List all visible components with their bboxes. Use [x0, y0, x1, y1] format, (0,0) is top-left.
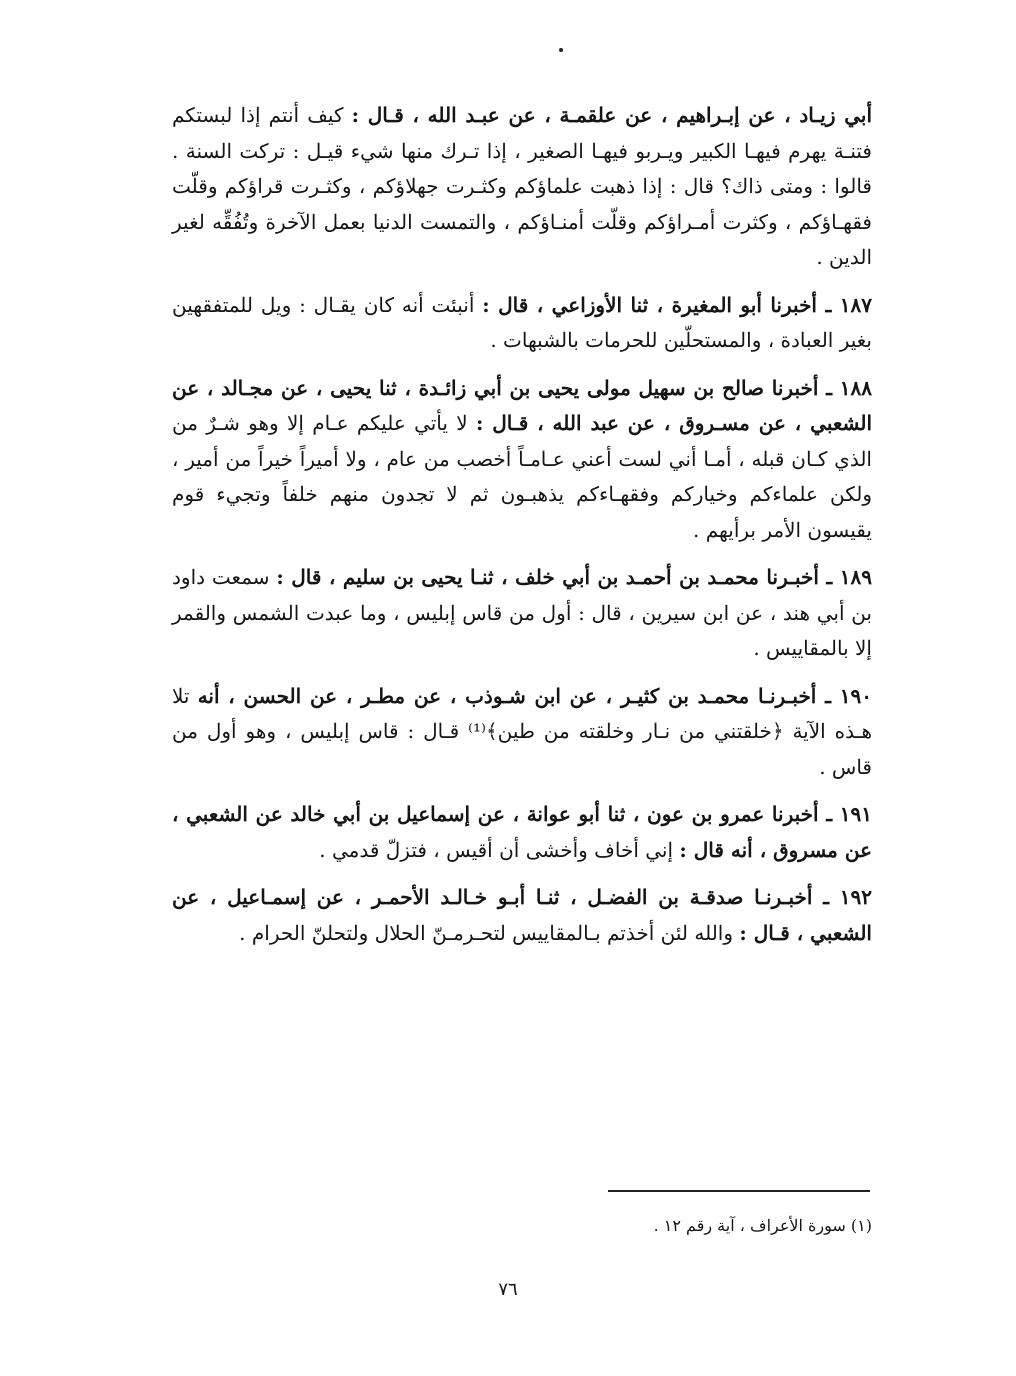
- paragraph-lead: ١٨٨ ـ أخبرنا صالح بن سهيل مولى يحيى بن أبي زائـدة ، ثنا يحيى ، عن مجـالد ، عن الشعبي ، عن مسـروق ، عن عبد الله ، قـال :: [172, 375, 873, 435]
- paragraph-lead: ١٨٧ ـ أخبرنا أبو المغيرة ، ثنا الأوزاعي ، قال :: [482, 292, 872, 317]
- page-number: ٧٦: [498, 1279, 518, 1300]
- paragraph-lead: ١٩٢ ـ أخبـرنـا صدقـة بن الفضـل ، ثنـا أبـو خـالـد الأحمـر ، عن إسمـاعيل ، عن الشعبي ، قـال :: [172, 885, 872, 945]
- hadith-190: [172, 679, 872, 786]
- paragraph-lead: أبي زيـاد ، عن إبـراهيم ، عن علقمـة ، عن عبـد الله ، قـال :: [351, 103, 872, 127]
- paragraph-text: سمعت داود بن أبي هند ، عن ابن سيرين ، قال : أول من قاس إبليس ، وما عبدت الشمس والقمر إلا بالمقاييس .: [172, 565, 872, 660]
- paragraph-lead: ١٩١ ـ أخبرنا عمرو بن عون ، ثنا أبو عوانة ، عن إسماعيل بن أبي خالد عن الشعبي ، عن مسروق ، أنه قال :: [172, 802, 872, 862]
- paragraph-text: والله لئن أخذتم بـالمقاييس لتحـرمـنّ الحلال ولتحلنّ الحرام .: [239, 920, 740, 945]
- paragraph-text: تلا هـذه الآية ﴿خلقتني من نـار وخلقته من طين﴾⁽¹⁾ قـال : قاس إبليس ، وهو أول من قاس .: [172, 683, 873, 779]
- paragraph-lead: ١٨٩ ـ أخبـرنا محمـد بن أحمـد بن أبي خلف ، ثنـا يحيى بن سليم ، قال :: [276, 565, 872, 589]
- hadith-187: [172, 288, 872, 359]
- hadith-189: [172, 560, 872, 667]
- paragraph-text: أنبئت أنه كان يقـال : ويل للمتفقهين بغير العبادة ، والمستحلّين للحرمات بالشبهات .: [172, 292, 872, 352]
- main-text: [172, 98, 872, 963]
- top-ornament-dot: [559, 48, 563, 52]
- paragraph-lead: ١٩٠ ـ أخبـرنـا محمـد بن كثيـر ، عن ابن شـوذب ، عن مطـر ، عن الحسن ، أنه: [197, 683, 873, 708]
- footnote: (١) سورة الأعراف ، آية رقم ١٢ .: [653, 1216, 872, 1235]
- paragraph-text: إني أخاف وأخشى أن أقيس ، فتزلّ قدمي .: [319, 837, 680, 862]
- hadith-188: [172, 371, 872, 549]
- hadith-192: [172, 880, 872, 951]
- hadith-191: [172, 797, 872, 868]
- paragraph-text: كيف أنتم إذا لبستكم فتنـة يهرم فيهـا الكبير ويـربو فيهـا الصغير ، إذا تـرك منها شيء قيـل : تركت السنة . قالوا : ومتى ذاك؟ قال : إذا ذهبت علماؤكم وكثـرت جهلاؤكم ، وكثـرت قراؤكم وقلّت فقهـاؤكم ، وكثرت أمـراؤكم وقلّت أمنـاؤكم ، والتمست الدنيا بعمل الآخرة وتُفُقِّه لغير الدين .: [172, 103, 872, 269]
- paragraph-continuation: [172, 98, 872, 276]
- paragraph-text: لا يأتي عليكم عـام إلا وهو شـرٌ من الذي كـان قبله ، أمـا أني لست أعني عـامـاً أخصب من عام ، ولا أميراً خيراً من أمير ، ولكن علماءكم وخياركم وفقهـاءكم يذهبـون ثم لا تجدون منهم خلفاً وتجيء قوم يقيسون الأمر برأيهم .: [172, 411, 872, 542]
- footnote-divider: [608, 1190, 870, 1192]
